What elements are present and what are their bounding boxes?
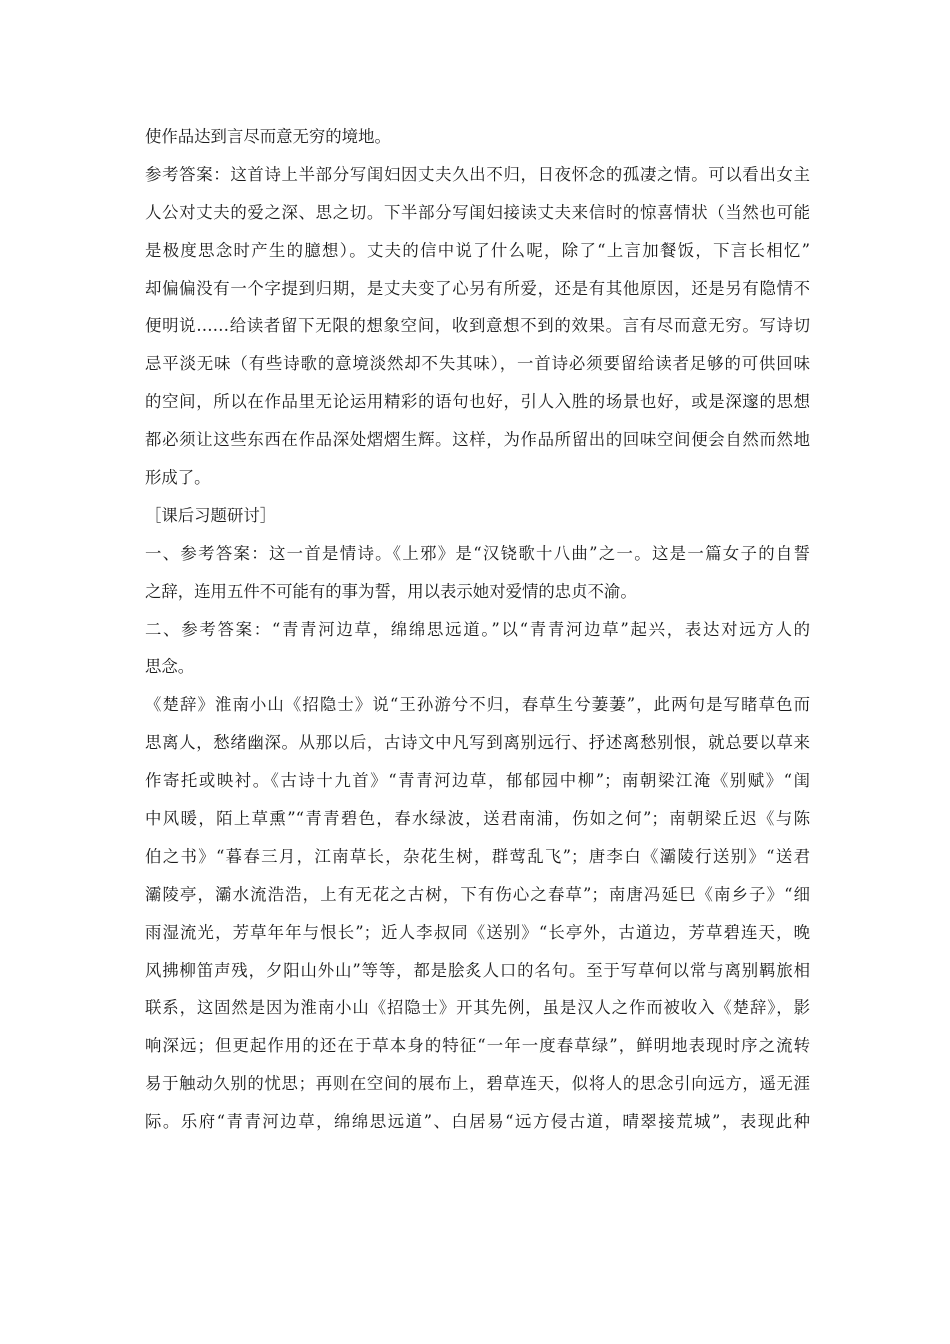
text-line: 忌平淡无味（有些诗歌的意境淡然却不失其味），一首诗必须要留给读者足够的可供回味 [145,354,810,374]
text-line: 灞陵亭，灞水流浩浩，上有无花之古树，下有伤心之春草”；南唐冯延巳《南乡子》“细 [145,884,810,904]
text-line: 思离人，愁绪幽深。从那以后，古诗文中凡写到离别远行、抒述离愁别恨，就总要以草来 [145,733,810,753]
text-line: 都必须让这些东西在作品深处熠熠生辉。这样，为作品所留出的回味空间便会自然而然地 [145,430,810,450]
text-line: 使作品达到言尽而意无穷的境地。 [145,127,391,146]
text-line: 二、参考答案：“青青河边草，绵绵思远道。”以“青青河边草”起兴，表达对远方人的 [145,619,810,639]
text-line: 响深远；但更起作用的还在于草本身的特征“一年一度春草绿”，鲜明地表现时序之流转 [145,1036,810,1056]
text-line: 形成了。 [145,468,211,488]
text-line: 雨湿流光，芳草年年与恨长”；近人李叔同《送别》“长亭外，古道边，芳草碧连天，晚 [145,922,810,942]
text-line: 参考答案：这首诗上半部分写闺妇因丈夫久出不归，日夜怀念的孤凄之情。可以看出女主 [145,164,810,184]
text-line: 人公对丈夫的爱之深、思之切。下半部分写闺妇接读丈夫来信时的惊喜情状（当然也可能 [145,202,810,222]
text-line: 一、参考答案：这一首是情诗。《上邪》是“汉铙歌十八曲”之一。这是一篇女子的自誓 [145,543,810,563]
text-line: 便明说……给读者留下无限的想象空间，收到意想不到的效果。言有尽而意无穷。写诗切 [145,316,810,336]
text-line: 风拂柳笛声残，夕阳山外山”等等，都是脍炙人口的名句。至于写草何以常与离别羁旅相 [145,960,810,980]
text-line: 中风暖，陌上草熏”“青青碧色，春水绿波，送君南浦，伤如之何”；南朝梁丘迟《与陈 [145,809,810,829]
text-line: 的空间，所以在作品里无论运用精彩的语句也好，引人入胜的场景也好，或是深邃的思想 [145,392,810,412]
document-body [145,118,810,1141]
text-line: 际。乐府“青青河边草，绵绵思远道”、白居易“远方侵古道，晴翠接荒城”，表现此种 [145,1112,810,1132]
text-line: 思念。 [145,657,195,677]
text-line: 却偏偏没有一个字提到归期，是丈夫变了心另有所爱，还是有其他原因，还是另有隐情不 [145,278,810,298]
text-line: 作寄托或映衬。《古诗十九首》“青青河边草，郁郁园中柳”；南朝梁江淹《别赋》“闺 [145,771,810,791]
text-line: 《楚辞》淮南小山《招隐士》说“王孙游兮不归，春草生兮萋萋”，此两句是写睹草色而 [145,695,810,715]
text-line: 伯之书》“暮春三月，江南草长，杂花生树，群莺乱飞”；唐李白《灞陵行送别》“送君 [145,846,810,866]
text-line: 联系，这固然是因为淮南小山《招隐士》开其先例，虽是汉人之作而被收入《楚辞》，影 [145,998,810,1018]
text-line: 是极度思念时产生的臆想）。丈夫的信中说了什么呢，除了“上言加餐饭，下言长相忆” [145,240,810,260]
text-line: 易于触动久别的忧思；再则在空间的展布上，碧草连天，似将人的思念引向远方，遥无涯 [145,1074,810,1094]
section-heading: ［课后习题研讨］ [145,505,277,525]
text-line: 之辞，连用五件不可能有的事为誓，用以表示她对爱情的忠贞不渝。 [145,581,637,601]
